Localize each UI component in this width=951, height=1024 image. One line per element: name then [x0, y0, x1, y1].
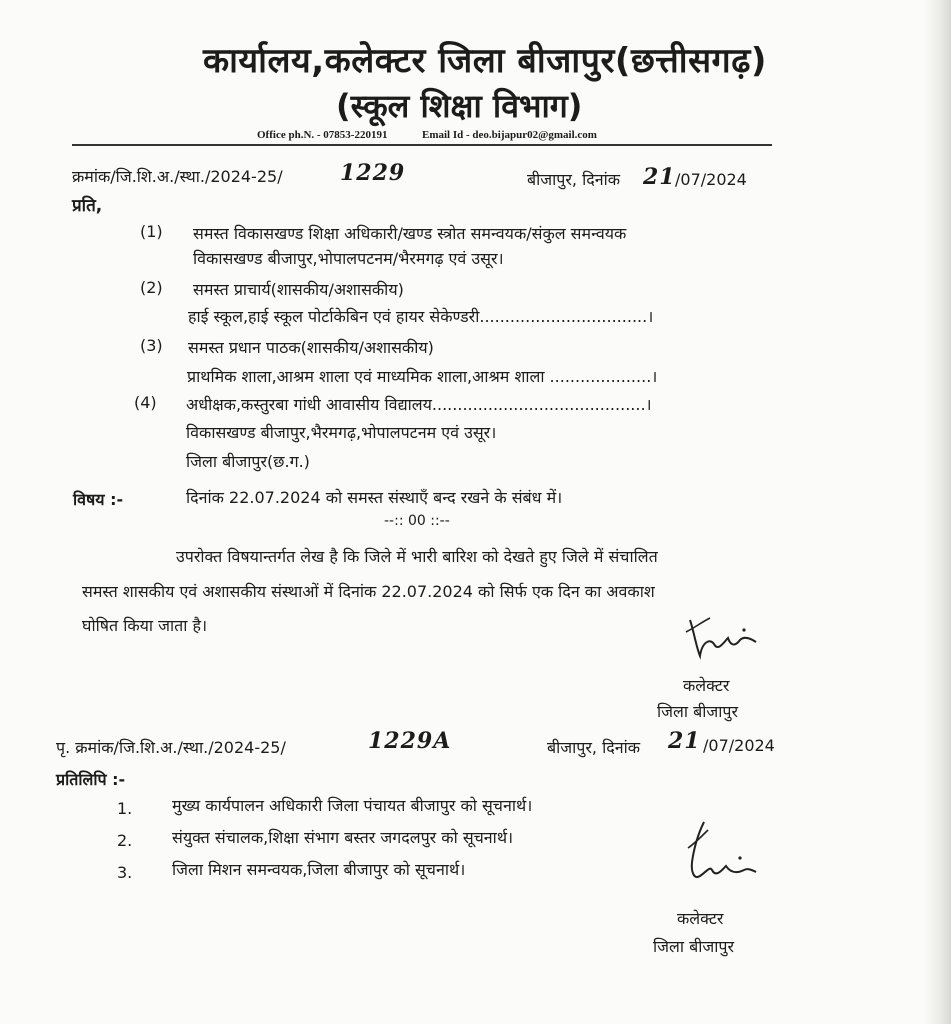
signatory-title: कलेक्टर — [677, 909, 724, 928]
signature-mark — [680, 612, 770, 662]
recipient-line: समस्त प्राचार्य(शासकीय/अशासकीय) — [193, 280, 404, 299]
copy-item-number: 3. — [117, 863, 133, 882]
copy-item-text: जिला मिशन समन्वयक,जिला बीजापुर को सूचनार्थ। — [172, 860, 466, 879]
header-rule — [72, 144, 772, 146]
recipient-number: (2) — [140, 278, 163, 297]
body-line: उपरोक्त विषयान्तर्गत लेख है कि जिले में भारी बारिश को देखते हुए जिले में संचालित — [176, 547, 658, 566]
order-ref-number: 1229 — [340, 160, 406, 186]
separator: --:: 00 ::-- — [384, 513, 450, 529]
recipient-line: हाई स्कूल,हाई स्कूल पोर्टाकेबिन एवं हायर सेकेण्डरी.................................। — [188, 307, 654, 326]
recipient-line: प्राथमिक शाला,आश्रम शाला एवं माध्यमिक शाला,आश्रम शाला ....................। — [187, 367, 658, 386]
order-ref-prefix: क्रमांक/जि.शि.अ./स्था./2024-25/ — [72, 167, 283, 186]
copy-item-text: मुख्य कार्यपालन अधिकारी जिला पंचायत बीजापुर को सूचनार्थ। — [172, 796, 533, 815]
order-place-date: बीजापुर, दिनांक — [527, 170, 621, 189]
recipient-line: विकासखण्ड बीजापुर,भोपालपटनम/भैरमगढ़ एवं उसूर। — [193, 249, 504, 268]
signature-mark — [674, 818, 764, 890]
subject-text: दिनांक 22.07.2024 को समस्त संस्थाऍं बन्द रखने के संबंध में। — [186, 488, 563, 507]
copy-ref-prefix: पृ. क्रमांक/जि.शि.अ./स्था./2024-25/ — [56, 738, 286, 757]
recipient-number: (3) — [140, 336, 163, 355]
recipient-number: (4) — [134, 393, 157, 412]
office-title: कार्यालय,कलेक्टर जिला बीजापुर(छत्तीसगढ़) — [203, 41, 767, 81]
copy-item-text: संयुक्त संचालक,शिक्षा संभाग बस्तर जगदलपुर को सूचनार्थ। — [172, 828, 514, 847]
order-date-rest: /07/2024 — [675, 170, 747, 189]
signatory-district: जिला बीजापुर — [653, 937, 735, 956]
copy-place-date: बीजापुर, दिनांक — [547, 738, 641, 757]
body-line: घोषित किया जाता है। — [82, 616, 208, 635]
copy-date-day: 21 — [668, 728, 701, 754]
contact-email: Email Id - deo.bijapur02@gmail.com — [422, 129, 597, 141]
copy-date-rest: /07/2024 — [703, 736, 775, 755]
signatory-district: जिला बीजापुर — [657, 702, 739, 721]
signatory-title: कलेक्टर — [683, 676, 730, 695]
recipient-number: (1) — [140, 222, 163, 241]
copy-ref-number: 1229A — [368, 728, 452, 754]
recipient-line: समस्त प्रधान पाठक(शासकीय/अशासकीय) — [188, 338, 434, 357]
contact-phone: Office ph.N. - 07853-220191 — [257, 129, 388, 141]
copy-item-number: 2. — [117, 831, 133, 850]
recipient-line: समस्त विकासखण्ड शिक्षा अधिकारी/खण्ड स्त्रोत समन्वयक/संकुल समन्वयक — [193, 224, 627, 243]
recipient-line: अधीक्षक,कस्तुरबा गांधी आवासीय विद्यालय..........................................। — [186, 395, 652, 414]
copy-item-number: 1. — [117, 799, 133, 818]
subject-label: विषय :- — [73, 490, 124, 509]
page-edge-shadow — [923, 0, 951, 1024]
order-date-day: 21 — [643, 164, 676, 190]
copy-label: प्रतिलिपि :- — [56, 770, 126, 789]
department-title: (स्कूल शिक्षा विभाग) — [336, 87, 583, 125]
recipient-line: जिला बीजापुर(छ.ग.) — [186, 452, 310, 471]
recipient-line: विकासखण्ड बीजापुर,भैरमगढ़,भोपालपटनम एवं उसूर। — [186, 423, 497, 442]
prati-label: प्रति, — [72, 196, 103, 216]
body-line: समस्त शासकीय एवं अशासकीय संस्थाओं में दिनांक 22.07.2024 को सिर्फ एक दिन का अवकाश — [82, 582, 655, 601]
